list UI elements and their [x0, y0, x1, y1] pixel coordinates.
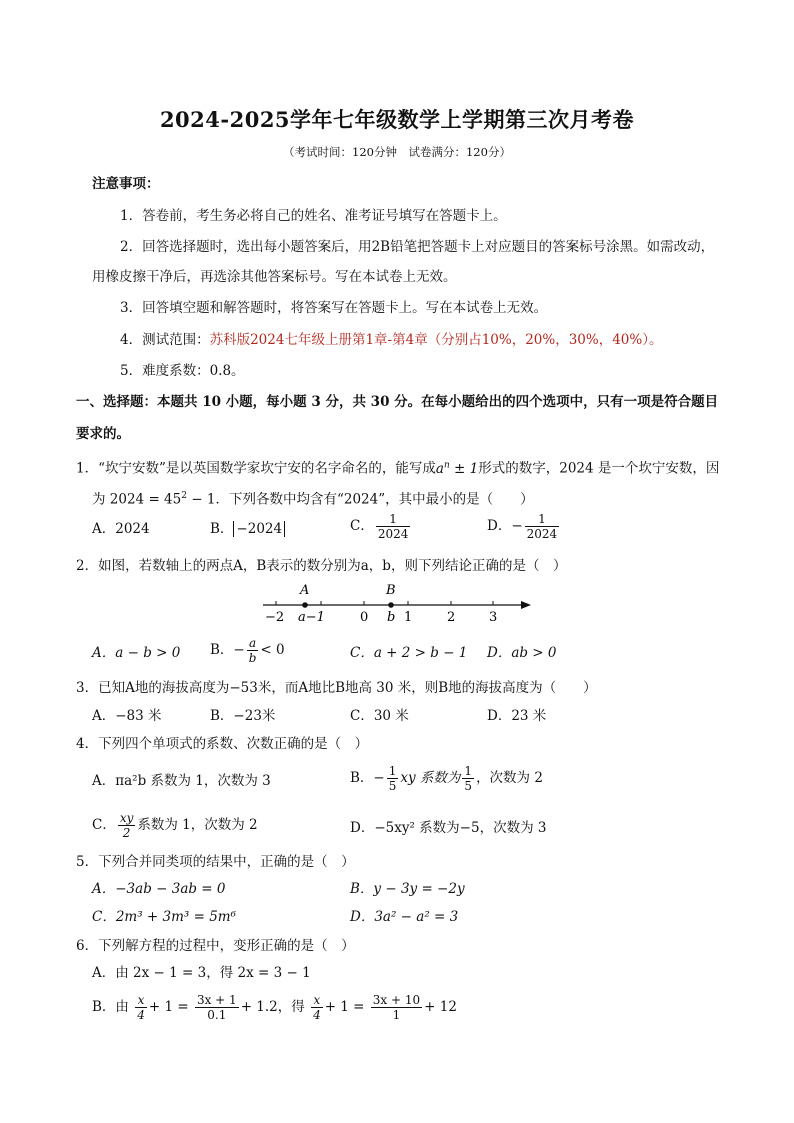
- q2-option-b-label: B．−: [210, 642, 245, 658]
- q6-option-b[interactable]: [92, 993, 457, 1022]
- q5-option-b[interactable]: B．y − 3y = −2y: [350, 881, 465, 897]
- q1-option-c-fraction: $\frac{1}{2024}$: [377, 512, 409, 541]
- q2-option-c[interactable]: C．a + 2 > b − 1: [350, 645, 468, 661]
- q4-option-d[interactable]: D．−5xy² 系数为−5，次数为 3: [350, 820, 547, 836]
- q1-stem-2: [92, 486, 534, 510]
- point-a-dot: [302, 602, 308, 608]
- q1-stem-1: [76, 455, 719, 479]
- q4-option-c-label: C．: [92, 817, 116, 833]
- q5-option-d[interactable]: D．3a² − a² = 3: [350, 909, 459, 925]
- q1-option-d-fraction: $\frac{1}{2024}$: [526, 512, 558, 541]
- q4-option-b-tail: ，次数为 2: [476, 770, 543, 786]
- q6-text-3: + 1 =: [324, 999, 365, 1015]
- q3-option-d[interactable]: D．23 米: [487, 708, 547, 724]
- q1-text-a: 1．“坎宁安数”是以英国数学家坎宁安的名字命名的，能写成: [76, 460, 436, 477]
- point-b-label: B: [386, 583, 396, 598]
- q3-stem: 3．已知A地的海拔高度为−53米，而A地比B地高 30 米，则B地的海拔高度为（ ）: [76, 680, 597, 696]
- q4-option-c[interactable]: [92, 811, 258, 840]
- q1-option-b-abs: −2024: [233, 521, 285, 537]
- q6-text-2: + 1.2，得: [240, 999, 305, 1015]
- point-a-label: A: [300, 583, 310, 598]
- notes-heading: 注意事项：: [92, 176, 160, 192]
- q4-option-b-fraction-2: $\frac{1}{5}$: [464, 764, 473, 793]
- q2-option-d[interactable]: D．ab > 0: [487, 645, 557, 661]
- q2-stem: 2．如图，若数轴上的两点A，B表示的数分别为a，b，则下列结论正确的是（ ）: [76, 558, 567, 574]
- tick-label: −2: [265, 610, 285, 625]
- q2-option-b-tail: < 0: [260, 642, 285, 658]
- section1-text-b: 四个选项中: [515, 394, 584, 410]
- q6-option-a[interactable]: A．由 2x − 1 = 3，得 2x = 3 − 1: [92, 965, 311, 981]
- q5-option-c[interactable]: C．2m³ + 3m³ = 5m⁶: [92, 909, 237, 925]
- note-4: [120, 330, 662, 350]
- point-b-dot: [388, 602, 394, 608]
- tick-label: a−1: [298, 610, 325, 625]
- q4-option-b-mid: xy 系数为: [400, 770, 461, 786]
- note-2a: 2．回答选择题时，选出每小题答案后，用2B铅笔把答题卡上对应题目的答案标号涂黑。如需改动，: [120, 239, 715, 255]
- q1-option-d-label: D．−: [487, 518, 523, 534]
- q6-text-4: + 12: [424, 999, 457, 1015]
- q2-option-a[interactable]: A．a − b > 0: [92, 645, 181, 661]
- q1-option-c-label: C．: [350, 518, 374, 534]
- tick-label: 2: [447, 610, 456, 625]
- note-4-prefix: 4．测试范围：: [120, 332, 210, 348]
- note-5: 5．难度系数：0.8。: [120, 363, 245, 379]
- q4-option-b-label: B．−: [350, 770, 385, 786]
- q4-option-c-fraction: $\frac{xy}{2}$: [119, 811, 134, 840]
- section1-heading-2: 要求的。: [76, 426, 130, 442]
- tick-label: 0: [360, 610, 369, 625]
- q1-exponent: 2: [181, 491, 187, 501]
- q4-option-b[interactable]: [350, 764, 543, 793]
- q1-option-c[interactable]: [350, 512, 412, 541]
- q1-text-c: 为 2024 = 45: [92, 491, 182, 508]
- q6-option-b-label: B．由: [92, 999, 129, 1015]
- q6-fraction-4: $\frac{3x + 10}{1}$: [372, 993, 421, 1022]
- note-2b: 用橡皮擦干净后，再选涂其他答案标号。写在本试卷上无效。: [92, 269, 457, 285]
- tick-label: 3: [489, 610, 498, 625]
- q4-option-a[interactable]: A．πa²b 系数为 1，次数为 3: [92, 773, 271, 789]
- q1-formula: $a^n \pm 1$: [435, 460, 479, 477]
- q6-fraction-2: $\frac{3x + 1}{0.1}$: [196, 993, 237, 1022]
- q6-stem: 6．下列解方程的过程中，变形正确的是（ ）: [76, 938, 355, 954]
- q6-fraction-3: $\frac{x}{4}$: [313, 993, 321, 1022]
- q1-option-d[interactable]: [487, 512, 561, 541]
- section1-text-c: ，只有一项是符合题目: [583, 394, 719, 410]
- q3-option-a[interactable]: A．−83 米: [92, 708, 162, 724]
- note-4-range: 苏科版2024七年级上册第1章-第4章（分别占10%，20%，30%，40%）。: [209, 332, 663, 348]
- page-title: 2024-2025学年七年级数学上学期第三次月考卷: [159, 107, 635, 132]
- exam-subtitle: （考试时间：120分钟 试卷满分：120分）: [283, 145, 511, 159]
- tick-label: b: [387, 610, 396, 625]
- q3-option-c[interactable]: C．30 米: [350, 708, 409, 724]
- q5-option-a[interactable]: A．−3ab − 3ab = 0: [92, 881, 226, 897]
- q4-option-c-tail: 系数为 1，次数为 2: [137, 817, 258, 833]
- section1-text-a: 一、选择题：本题共 10 小题，每小题 3 分，共 30 分。在每小题给出的: [76, 394, 516, 410]
- q6-fraction-1: $\frac{x}{4}$: [137, 993, 145, 1022]
- q2-number-line: [255, 580, 540, 626]
- number-line-arrow-icon: [521, 601, 531, 609]
- q1-text-d: − 1．下列各数中均含有“2024”，其中最小的是（ ）: [186, 491, 534, 508]
- q3-option-b[interactable]: B．−23米: [210, 708, 276, 724]
- note-3: 3．回答填空题和解答题时，将答案写在答题卡上。写在本试卷上无效。: [120, 300, 548, 316]
- q1-option-b[interactable]: [210, 518, 285, 540]
- q1-text-b: 形式的数字，2024 是一个坎宁安数，因: [478, 460, 720, 477]
- q2-option-b-fraction: $\frac{a}{b}$: [248, 636, 257, 665]
- tick-label: 1: [404, 610, 413, 625]
- q1-option-a[interactable]: A．2024: [92, 521, 150, 537]
- q4-stem: 4．下列四个单项式的系数、次数正确的是（ ）: [76, 736, 369, 752]
- q2-option-b[interactable]: [210, 636, 285, 665]
- q4-option-b-fraction-1: $\frac{1}{5}$: [388, 764, 397, 793]
- q1-option-b-label: B．: [210, 521, 234, 537]
- section1-heading: [76, 392, 718, 412]
- note-1: 1．答卷前，考生务必将自己的姓名、准考证号填写在答题卡上。: [120, 208, 507, 224]
- q6-text-1: + 1 =: [148, 999, 189, 1015]
- q5-stem: 5．下列合并同类项的结果中，正确的是（ ）: [76, 854, 355, 870]
